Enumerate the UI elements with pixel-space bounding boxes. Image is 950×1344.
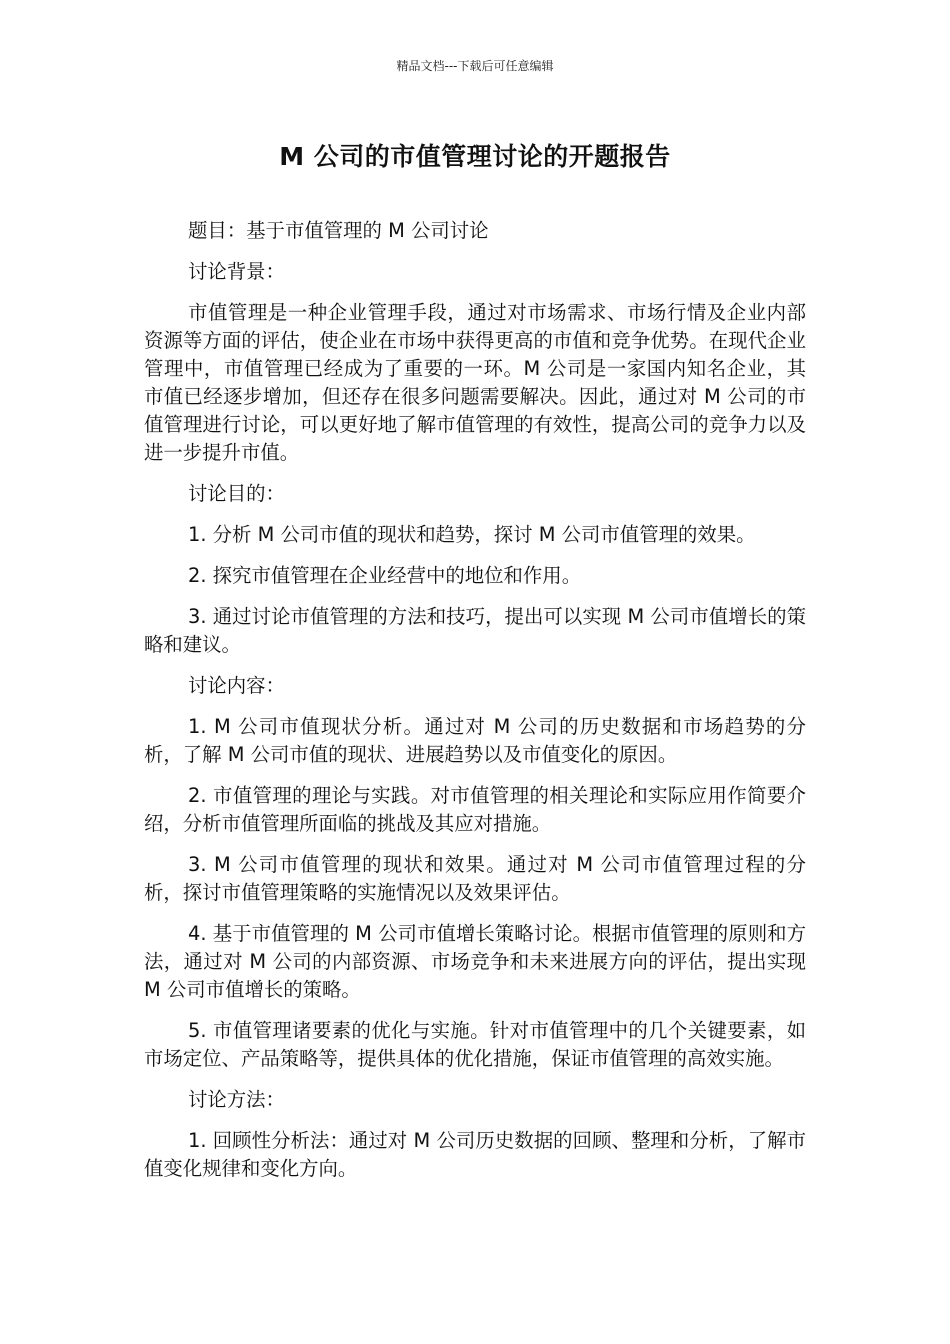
paragraph-topic: 题目：基于市值管理的 M 公司讨论 [188,219,489,242]
content-item-3: 3. M 公司市值管理的现状和效果。通过对 M 公司市值管理过程的分析，探讨市值管理策略的实施情况以及效果评估。 [144,853,806,904]
header-note: 精品文档---下载后可任意编辑 [396,59,554,73]
method-item-1: 1. 回顾性分析法：通过对 M 公司历史数据的回顾、整理和分析，了解市值变化规律和变化方向。 [144,1129,806,1180]
purpose-item-1: 1. 分析 M 公司市值的现状和趋势，探讨 M 公司市值管理的效果。 [188,523,756,546]
content-item-4: 4. 基于市值管理的 M 公司市值增长策略讨论。根据市值管理的原则和方法，通过对 M 公司的内部资源、市场竞争和未来进展方向的评估，提出实现 M 公司市值增长的策略。 [144,922,806,1001]
heading-purpose: 讨论目的： [188,482,285,505]
paragraph-background: 市值管理是一种企业管理手段，通过对市场需求、市场行情及企业内部资源等方面的评估，使企业在市场中获得更高的市值和竞争优势。在现代企业管理中，市值管理已经成为了重要的一环。M 公司是一家国内知名企业，其市值已经逐步增加，但还存在很多问题需要解决。因此，通过对 M 公司的市值管理进行讨论，可以更好地了解市值管理的有效性，提高公司的竞争力以及进一步提升市值。 [144,301,806,464]
heading-background: 讨论背景： [188,260,285,283]
content-item-5: 5. 市值管理诸要素的优化与实施。针对市值管理中的几个关键要素，如市场定位、产品策略等，提供具体的优化措施，保证市值管理的高效实施。 [144,1019,806,1070]
heading-method: 讨论方法： [188,1088,285,1111]
heading-content: 讨论内容： [188,674,285,697]
purpose-item-3: 3. 通过讨论市值管理的方法和技巧，提出可以实现 M 公司市值增长的策略和建议。 [144,605,806,656]
content-item-2: 2. 市值管理的理论与实践。对市值管理的相关理论和实际应用作简要介绍，分析市值管理所面临的挑战及其应对措施。 [144,784,806,835]
document-body [144,217,806,1196]
document-title: M 公司的市值管理讨论的开题报告 [279,142,671,171]
purpose-item-2: 2. 探究市值管理在企业经营中的地位和作用。 [188,564,582,587]
content-item-1: 1. M 公司市值现状分析。通过对 M 公司的历史数据和市场趋势的分析，了解 M 公司市值的现状、进展趋势以及市值变化的原因。 [144,715,806,766]
